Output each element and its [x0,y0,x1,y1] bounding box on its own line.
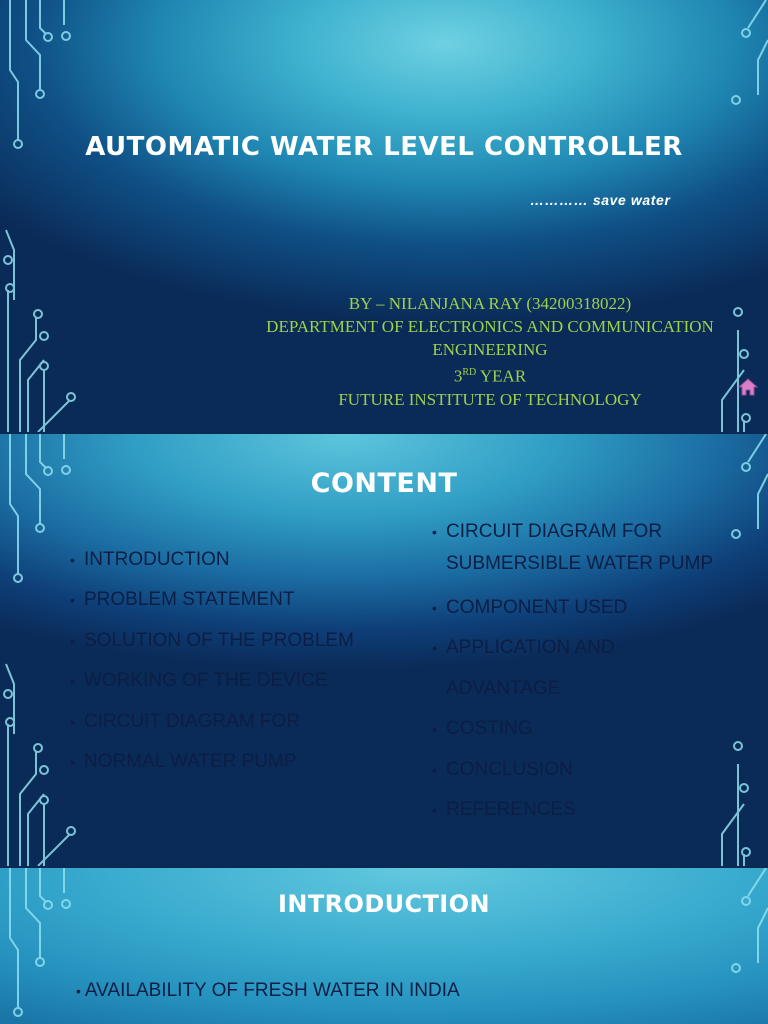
bullet: • [432,524,437,540]
year-number: 3 [453,366,463,386]
author-info [220,292,760,411]
slide-title: CONTENT [310,468,458,499]
list-item-label: COSTING [446,718,533,740]
list-item [70,621,354,661]
list-item [432,709,732,749]
list-item [70,702,354,742]
circuit-decoration-left [0,0,90,432]
list-item-label: AVAILABILITY OF FRESH WATER IN INDIA [84,980,460,1001]
list-item [432,750,732,790]
bullet: • [432,721,437,738]
list-item-label: NORMAL WATER PUMP [84,751,297,773]
department-line: DEPARTMENT OF ELECTRONICS AND COMMUNICATION [266,317,714,336]
introduction-slide [0,868,768,1024]
bullet: • [70,592,75,609]
list-item [70,540,354,580]
home-icon[interactable] [737,376,759,398]
slide-title: INTRODUCTION [278,890,490,918]
list-item-label: WORKING OF THE DEVICE [84,670,328,692]
list-item-label: COMPONENT USED [446,597,628,618]
list-item-label: REFERENCES [446,799,576,821]
list-item-label: CIRCUIT DIAGRAM FOR [84,710,301,732]
list-item [70,742,354,782]
bullet: • [76,983,81,999]
list-item [432,790,732,830]
list-item [432,628,732,709]
bullet: • [432,802,437,819]
list-item-label: PROBLEM STATEMENT [84,589,295,611]
list-item-label: SOLUTION OF THE PROBLEM [84,629,354,651]
list-item [70,580,354,620]
list-item-label: APPLICATION AND ADVANTAGE [446,637,615,699]
year-suffix: RD [462,367,477,378]
list-item [76,980,460,1002]
content-list-right [432,516,732,830]
content-slide [0,434,768,866]
list-item-label: CONCLUSION [446,758,573,780]
bullet: • [70,754,75,771]
bullet: • [70,713,75,730]
institute-line: FUTURE INSTITUTE OF TECHNOLOGY [338,389,642,409]
bullet: • [70,673,75,690]
content-list-left [70,540,354,782]
title-slide [0,0,768,432]
presentation-title: AUTOMATIC WATER LEVEL CONTROLLER [85,132,683,162]
year-line [220,361,760,388]
list-item [432,516,732,588]
bullet: • [432,640,437,657]
author-line: BY – NILANJANA RAY (34200318022) [348,294,632,313]
list-item [432,588,732,628]
list-item-label: CIRCUIT DIAGRAM FOR SUBMERSIBLE WATER PUMP [446,521,714,574]
list-item-label: INTRODUCTION [84,549,230,570]
bullet: • [70,632,75,649]
list-item [70,661,354,701]
bullet: • [70,552,75,568]
year-word: YEAR [479,366,527,386]
department-line-2: ENGINEERING [432,340,548,359]
tagline: ………… save water [530,192,671,208]
bullet: • [432,761,437,778]
bullet: • [432,600,437,616]
